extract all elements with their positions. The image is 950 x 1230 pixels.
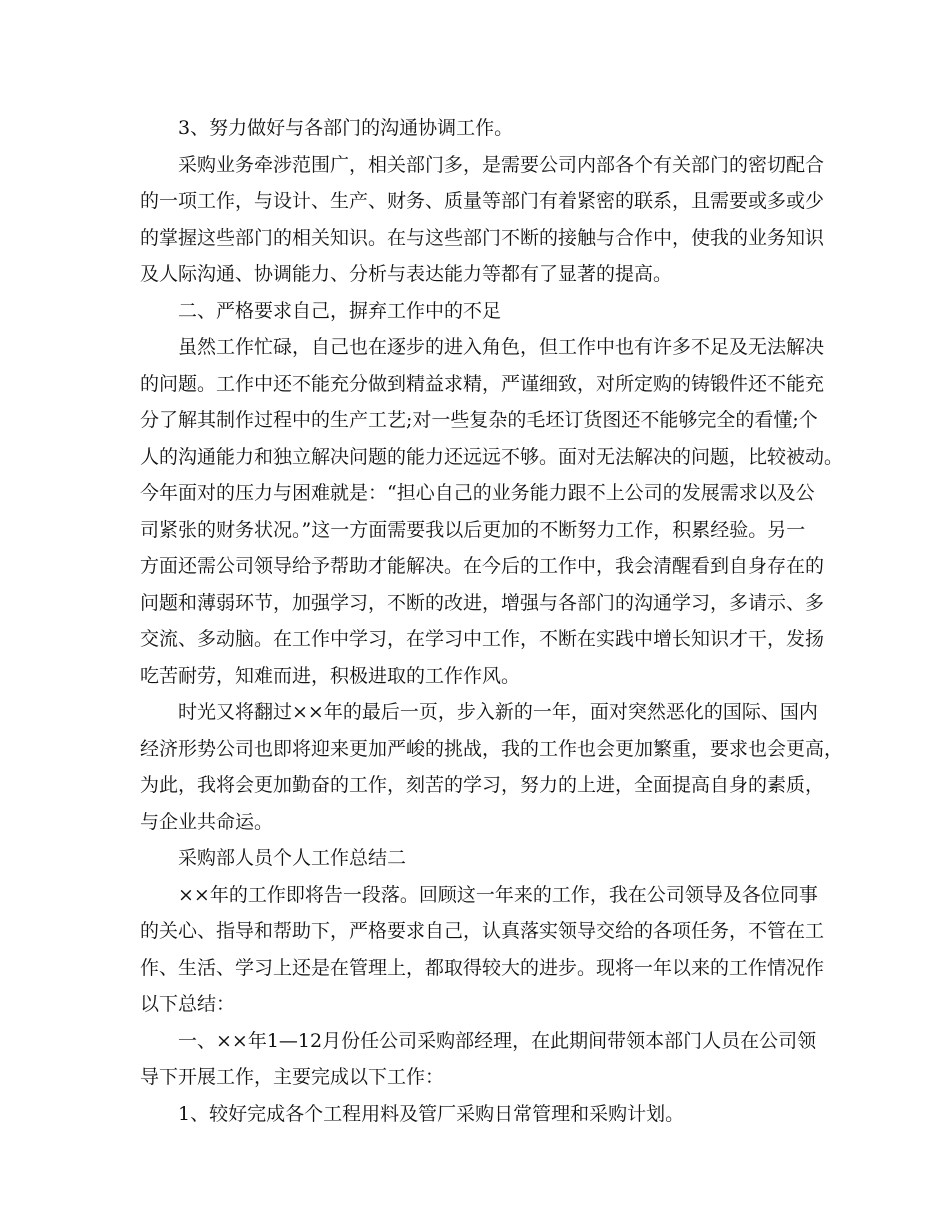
text-line: 人的沟通能力和独立解决问题的能力还远远不够。面对无法解决的问题，比较被动。 xyxy=(140,445,844,468)
text-line: 为此，我将会更加勤奋的工作，刻苦的学习，努力的上进，全面提高自身的素质， xyxy=(140,774,825,796)
text-line: 方面还需公司领导给予帮助才能解决。在今后的工作中，我会清醒看到自身存在的 xyxy=(140,555,825,577)
text-line: 问题和薄弱环节，加强学习，不断的改进，增强与各部门的沟通学习，多请示、多 xyxy=(140,591,825,614)
text-line: 导下开展工作，主要完成以下工作： xyxy=(140,1066,445,1088)
text-line: 与企业共命运。 xyxy=(140,810,274,833)
text-line: 交流、多动脑。在工作中学习，在学习中工作，不断在实践中增长知识才干，发扬 xyxy=(140,628,825,650)
text-line: 的问题。工作中还不能充分做到精益求精，严谨细致，对所定购的铸锻件还不能充 xyxy=(140,372,825,395)
text-line: 司紧张的财务状况。”这一方面需要我以后更加的不断努力工作，积累经验。另一 xyxy=(140,518,806,541)
text-line: 作、生活、学习上还是在管理上，都取得较大的进步。现将一年以来的工作情况作 xyxy=(140,956,825,979)
text-line: 时光又将翻过××年的最后一页，步入新的一年，面对突然恶化的国际、国内 xyxy=(178,701,818,723)
text-line: 二、严格要求自己，摒弃工作中的不足 xyxy=(178,299,502,322)
text-line: 1、较好完成各个工程用料及管厂采购日常管理和采购计划。 xyxy=(178,1102,685,1125)
text-line: 的一项工作，与设计、生产、财务、质量等部门有着紧密的联系，且需要或多或少 xyxy=(140,190,825,212)
text-line: 分了解其制作过程中的生产工艺;对一些复杂的毛坯订货图还不能够完全的看懂;个 xyxy=(140,409,818,431)
text-line: 采购业务牵涉范围广，相关部门多，是需要公司内部各个有关部门的密切配合 xyxy=(178,153,825,176)
text-line: 3、努力做好与各部门的沟通协调工作。 xyxy=(178,117,514,139)
text-line: ××年的工作即将告一段落。回顾这一年来的工作，我在公司领导及各位同事 xyxy=(178,883,818,906)
text-line: 一、××年1—12月份任公司采购部经理，在此期间带领本部门人员在公司领 xyxy=(178,1029,817,1052)
text-line: 的掌握这些部门的相关知识。在与这些部门不断的接触与合作中，使我的业务知识 xyxy=(140,226,825,249)
text-line: 采购部人员个人工作总结二 xyxy=(178,847,407,869)
text-line: 以下总结： xyxy=(140,993,236,1015)
document-body xyxy=(140,110,844,1132)
text-line: 吃苦耐劳，知难而进，积极进取的工作作风。 xyxy=(140,664,521,687)
text-line: 的关心、指导和帮助下，严格要求自己，认真落实领导交给的各项任务，不管在工 xyxy=(140,920,825,942)
text-line: 今年面对的压力与困难就是：“担心自己的业务能力跟不上公司的发展需求以及公 xyxy=(140,482,815,504)
text-line: 经济形势公司也即将迎来更加严峻的挑战，我的工作也会更加繁重，要求也会更高， xyxy=(140,737,844,760)
text-line: 虽然工作忙碌，自己也在逐步的进入角色，但工作中也有许多不足及无法解决 xyxy=(178,336,825,358)
text-line: 及人际沟通、协调能力、分析与表达能力等都有了显著的提高。 xyxy=(140,263,673,285)
